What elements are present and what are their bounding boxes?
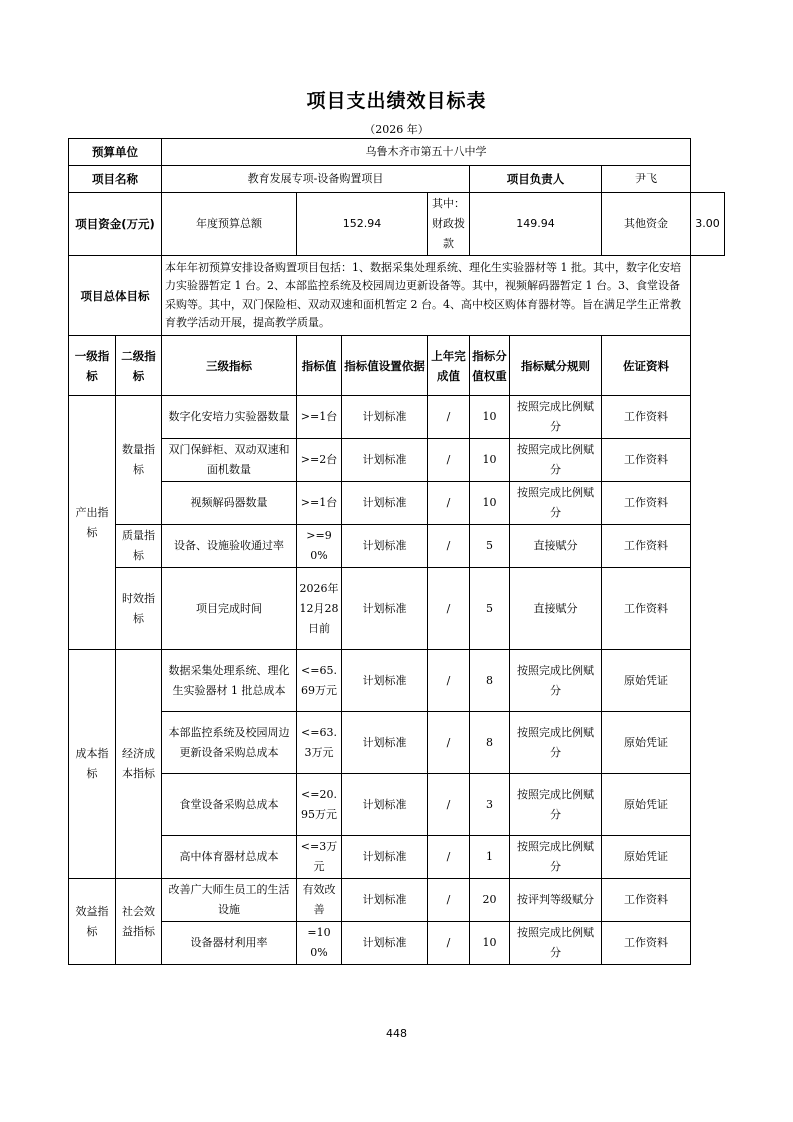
level2-indicator: 经济成本指标 [116, 650, 162, 879]
weight-cell: 5 [470, 525, 510, 568]
basis-cell: 计划标准 [342, 712, 428, 774]
rule-cell: 直接赋分 [510, 525, 602, 568]
rule-cell: 按照完成比例赋分 [510, 396, 602, 439]
project-name-value: 教育发展专项-设备购置项目 [162, 166, 470, 193]
table-row [69, 525, 725, 568]
weight-cell: 5 [470, 568, 510, 650]
col-basis-header: 指标值设置依据 [342, 336, 428, 396]
performance-table [68, 138, 725, 965]
fiscal-label: 其中：财政拨款 [428, 193, 470, 256]
budget-unit-value: 乌鲁木齐市第五十八中学 [162, 139, 691, 166]
value-cell: <=65.69万元 [297, 650, 342, 712]
value-cell: =100% [297, 922, 342, 965]
project-leader-value: 尹飞 [602, 166, 691, 193]
col-evidence-header: 佐证资料 [602, 336, 691, 396]
value-cell: <=20.95万元 [297, 774, 342, 836]
budget-unit-row [69, 139, 725, 166]
year-subtitle: （2026 年） [364, 123, 429, 136]
level3-cell: 高中体育器材总成本 [162, 836, 297, 879]
col-level2-header: 二级指标 [116, 336, 162, 396]
evidence-cell: 原始凭证 [602, 712, 691, 774]
weight-cell: 10 [470, 439, 510, 482]
evidence-cell: 工作资料 [602, 439, 691, 482]
weight-cell: 1 [470, 836, 510, 879]
weight-cell: 8 [470, 650, 510, 712]
col-weight-header: 指标分值权重 [470, 336, 510, 396]
last-year-cell: / [428, 650, 470, 712]
value-cell: >=90% [297, 525, 342, 568]
level3-cell: 改善广大师生员工的生活设施 [162, 879, 297, 922]
last-year-cell: / [428, 525, 470, 568]
basis-cell: 计划标准 [342, 396, 428, 439]
evidence-cell: 工作资料 [602, 482, 691, 525]
goal-label: 项目总体目标 [69, 256, 162, 336]
column-header-row [69, 336, 725, 396]
evidence-cell: 原始凭证 [602, 836, 691, 879]
evidence-cell: 原始凭证 [602, 650, 691, 712]
project-funds-row [69, 193, 725, 256]
weight-cell: 10 [470, 396, 510, 439]
fiscal-value: 149.94 [470, 193, 602, 256]
basis-cell: 计划标准 [342, 650, 428, 712]
col-value-header: 指标值 [297, 336, 342, 396]
table-row [69, 439, 725, 482]
rule-cell: 按照完成比例赋分 [510, 439, 602, 482]
rule-cell: 按评判等级赋分 [510, 879, 602, 922]
annual-budget-label: 年度预算总额 [162, 193, 297, 256]
weight-cell: 10 [470, 482, 510, 525]
table-row [69, 650, 725, 712]
table-row [69, 774, 725, 836]
level3-cell: 数据采集处理系统、理化生实验器材 1 批总成本 [162, 650, 297, 712]
last-year-cell: / [428, 712, 470, 774]
basis-cell: 计划标准 [342, 568, 428, 650]
project-leader-label: 项目负责人 [470, 166, 602, 193]
evidence-cell: 工作资料 [602, 922, 691, 965]
weight-cell: 20 [470, 879, 510, 922]
level3-cell: 食堂设备采购总成本 [162, 774, 297, 836]
rule-cell: 按照完成比例赋分 [510, 774, 602, 836]
level2-indicator: 质量指标 [116, 525, 162, 568]
basis-cell: 计划标准 [342, 439, 428, 482]
project-name-row [69, 166, 725, 193]
col-last-year-header: 上年完成值 [428, 336, 470, 396]
level1-indicator: 效益指标 [69, 879, 116, 965]
value-cell: 2026年12月28日前 [297, 568, 342, 650]
col-rule-header: 指标赋分规则 [510, 336, 602, 396]
other-funds-label: 其他资金 [602, 193, 691, 256]
level3-cell: 设备、设施验收通过率 [162, 525, 297, 568]
level3-cell: 数字化安培力实验器数量 [162, 396, 297, 439]
value-cell: <=63.3万元 [297, 712, 342, 774]
evidence-cell: 原始凭证 [602, 774, 691, 836]
evidence-cell: 工作资料 [602, 879, 691, 922]
last-year-cell: / [428, 396, 470, 439]
col-level1-header: 一级指标 [69, 336, 116, 396]
last-year-cell: / [428, 774, 470, 836]
last-year-cell: / [428, 879, 470, 922]
funds-label: 项目资金(万元) [69, 193, 162, 256]
table-row [69, 836, 725, 879]
rule-cell: 按照完成比例赋分 [510, 922, 602, 965]
basis-cell: 计划标准 [342, 879, 428, 922]
weight-cell: 10 [470, 922, 510, 965]
goal-text: 本年年初预算安排设备购置项目包括：1、数据采集处理系统、理化生实验器材等 1 批。其中，数字化安培力实验器暂定 1 台。2、本部监控系统及校园周边更新设备等。其中，视频解码器暂定 1 台。3、食堂设备采购等。其中，双门保险柜、双动双速和面机暂定 2 台。4、高中校区购体育器材等。旨在满足学生正常教育教学活动开展，提高教学质量。 [162, 256, 691, 336]
level3-cell: 项目完成时间 [162, 568, 297, 650]
level3-cell: 设备器材利用率 [162, 922, 297, 965]
value-cell: 有效改善 [297, 879, 342, 922]
budget-unit-label: 预算单位 [69, 139, 162, 166]
table-row [69, 396, 725, 439]
page-title: 项目支出绩效目标表 [306, 90, 487, 112]
last-year-cell: / [428, 836, 470, 879]
project-name-label: 项目名称 [69, 166, 162, 193]
weight-cell: 3 [470, 774, 510, 836]
level2-indicator: 数量指标 [116, 396, 162, 525]
level3-cell: 视频解码器数量 [162, 482, 297, 525]
project-goal-row [69, 256, 725, 336]
level3-cell: 本部监控系统及校园周边更新设备采购总成本 [162, 712, 297, 774]
table-row [69, 568, 725, 650]
annual-budget-value: 152.94 [297, 193, 428, 256]
table-row [69, 922, 725, 965]
rule-cell: 按照完成比例赋分 [510, 712, 602, 774]
rule-cell: 直接赋分 [510, 568, 602, 650]
rule-cell: 按照完成比例赋分 [510, 650, 602, 712]
table-row [69, 712, 725, 774]
last-year-cell: / [428, 568, 470, 650]
level1-indicator: 成本指标 [69, 650, 116, 879]
level2-indicator: 社会效益指标 [116, 879, 162, 965]
value-cell: >=1台 [297, 482, 342, 525]
last-year-cell: / [428, 439, 470, 482]
basis-cell: 计划标准 [342, 836, 428, 879]
evidence-cell: 工作资料 [602, 396, 691, 439]
basis-cell: 计划标准 [342, 922, 428, 965]
last-year-cell: / [428, 922, 470, 965]
value-cell: <=3万元 [297, 836, 342, 879]
other-funds-value: 3.00 [691, 193, 725, 256]
rule-cell: 按照完成比例赋分 [510, 836, 602, 879]
col-level3-header: 三级指标 [162, 336, 297, 396]
level1-indicator: 产出指标 [69, 396, 116, 650]
rule-cell: 按照完成比例赋分 [510, 482, 602, 525]
page-number: 448 [386, 1027, 407, 1040]
last-year-cell: / [428, 482, 470, 525]
level3-cell: 双门保鲜柜、双动双速和面机数量 [162, 439, 297, 482]
value-cell: >=2台 [297, 439, 342, 482]
evidence-cell: 工作资料 [602, 568, 691, 650]
table-row [69, 879, 725, 922]
table-row [69, 482, 725, 525]
weight-cell: 8 [470, 712, 510, 774]
basis-cell: 计划标准 [342, 482, 428, 525]
level2-indicator: 时效指标 [116, 568, 162, 650]
basis-cell: 计划标准 [342, 774, 428, 836]
value-cell: >=1台 [297, 396, 342, 439]
basis-cell: 计划标准 [342, 525, 428, 568]
evidence-cell: 工作资料 [602, 525, 691, 568]
